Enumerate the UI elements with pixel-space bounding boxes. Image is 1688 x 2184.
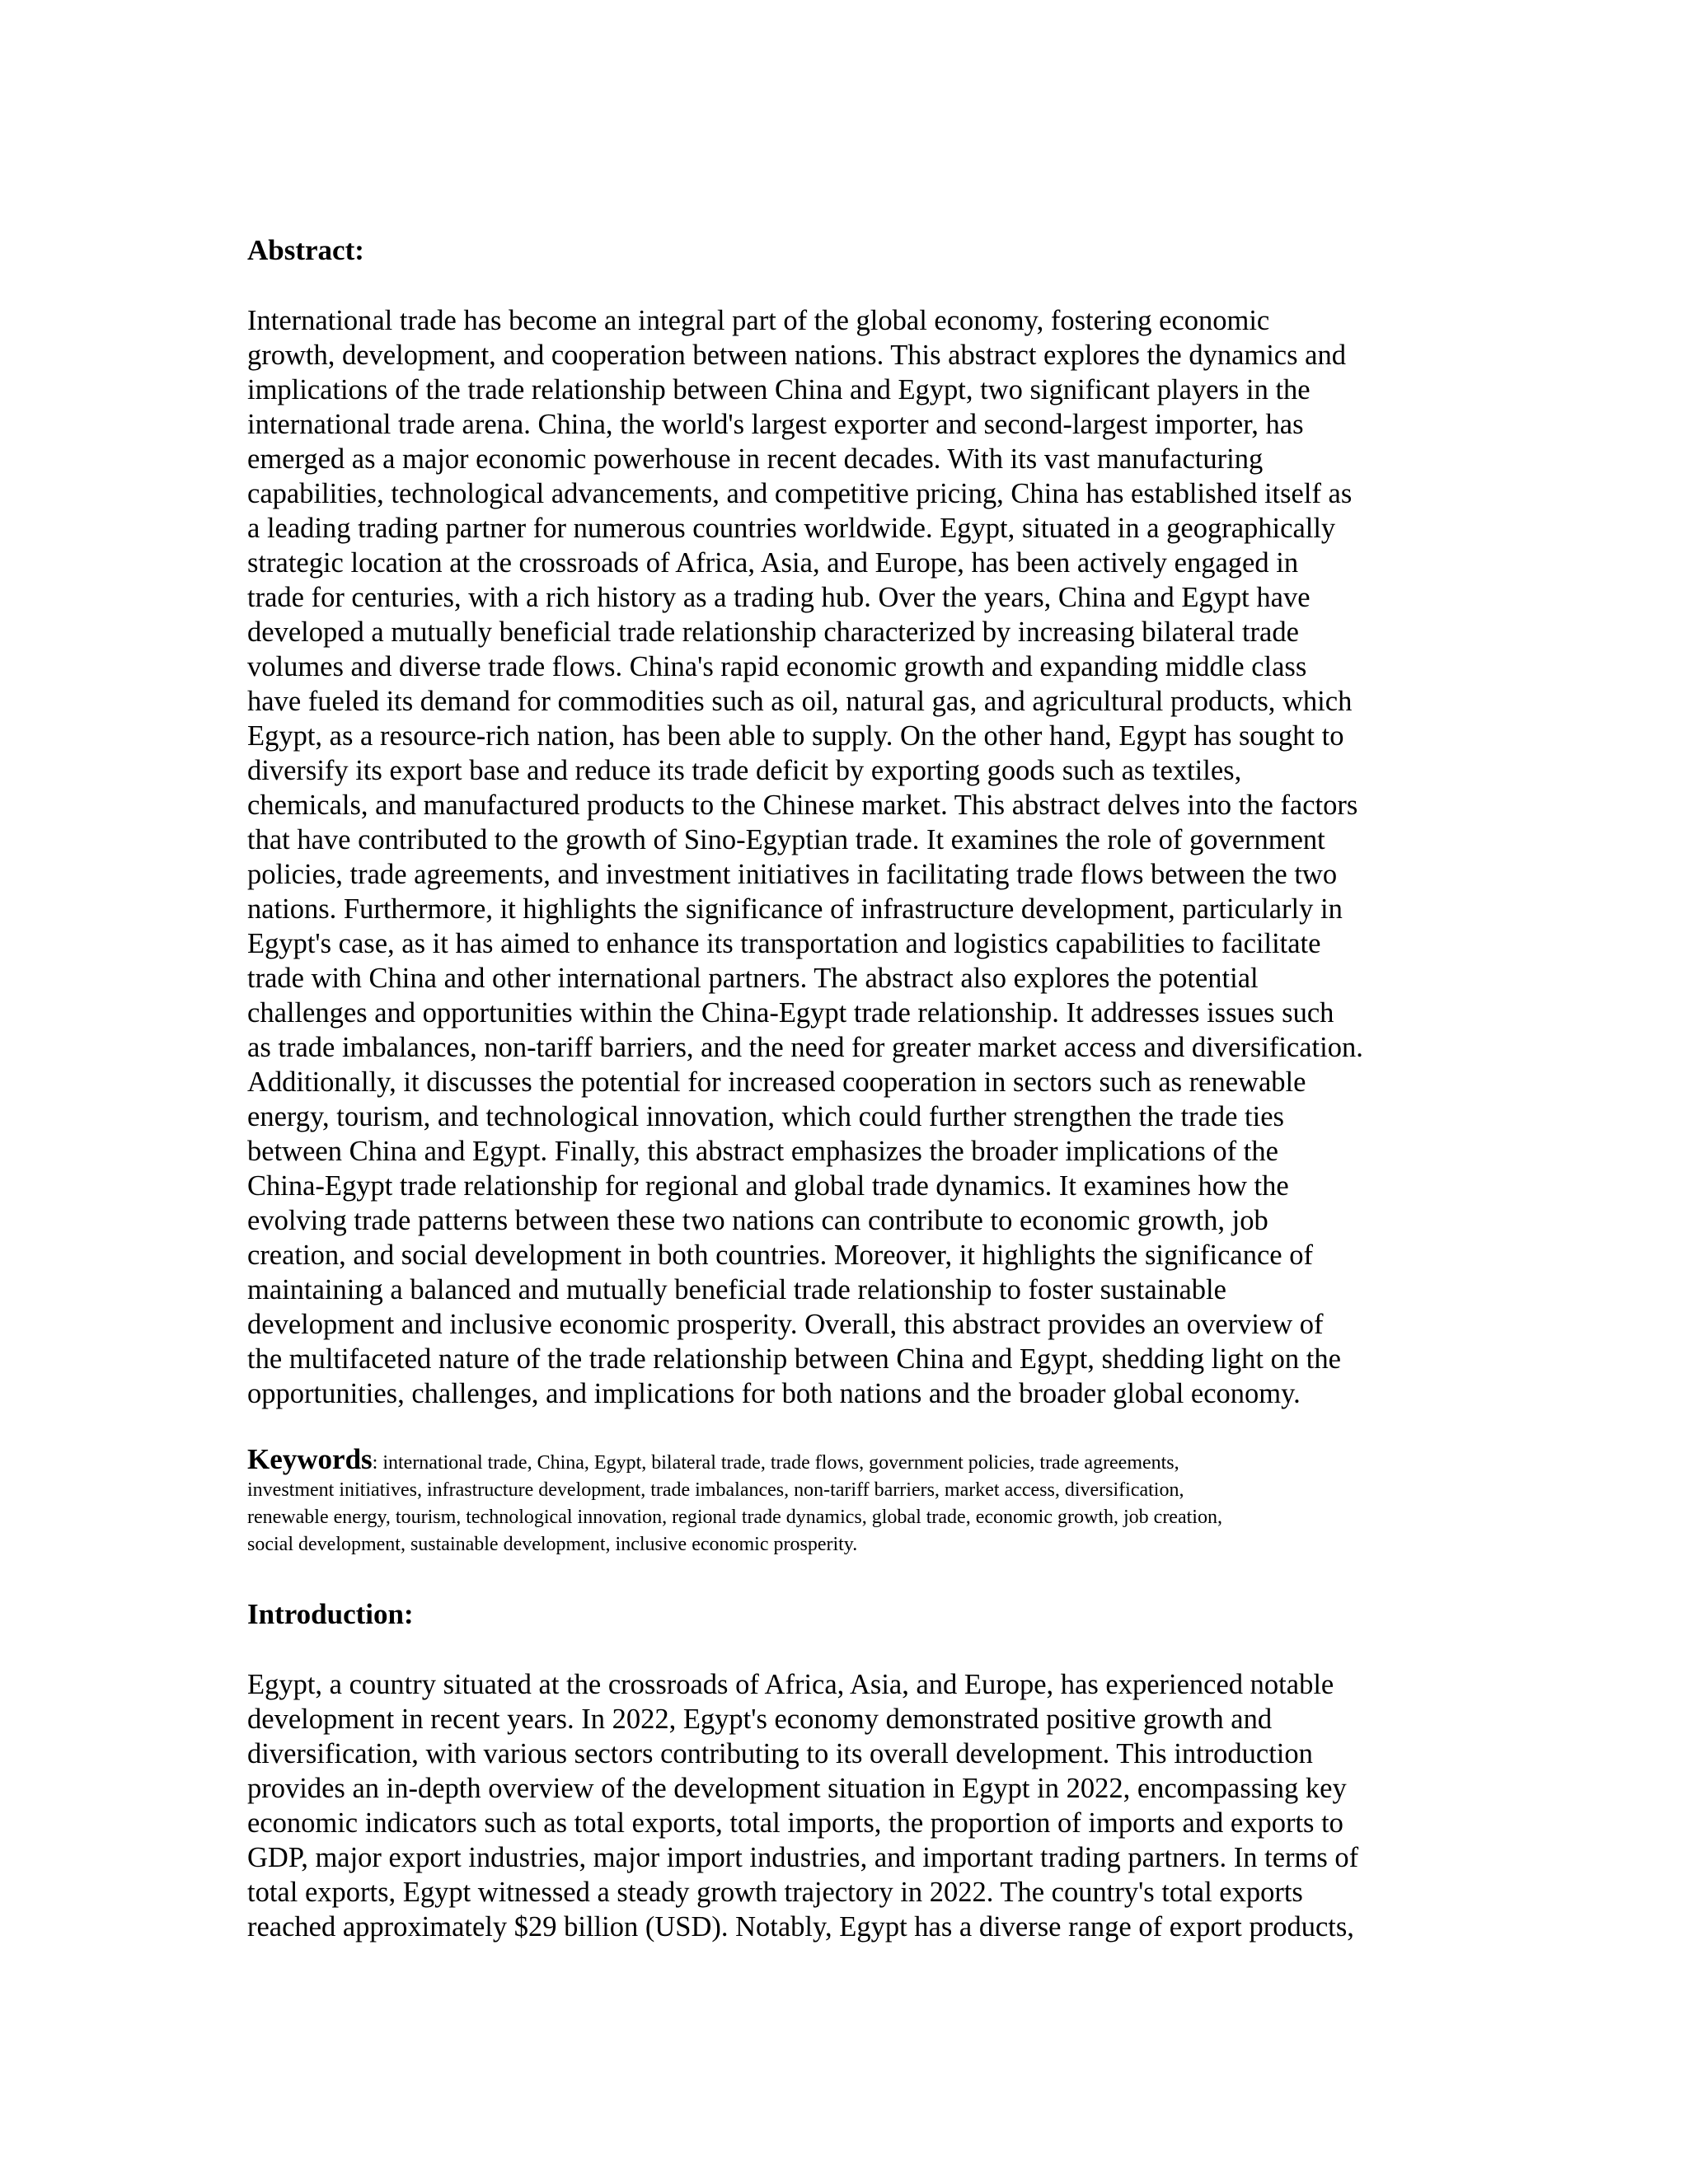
abstract-line: between China and Egypt. Finally, this abstract emphasizes the broader implications of the — [247, 1136, 1278, 1167]
abstract-line: China-Egypt trade relationship for regional and global trade dynamics. It examines how the — [247, 1170, 1289, 1202]
introduction-line: development in recent years. In 2022, Egypt's economy demonstrated positive growth and — [247, 1704, 1273, 1735]
abstract-line: chemicals, and manufactured products to the Chinese market. This abstract delves into the factors — [247, 790, 1358, 821]
introduction-line: provides an in-depth overview of the development situation in Egypt in 2022, encompassing key — [247, 1773, 1347, 1804]
abstract-line: as trade imbalances, non-tariff barriers, and the need for greater market access and diversification. — [247, 1032, 1363, 1063]
abstract-line: international trade arena. China, the world's largest exporter and second-largest importer, has — [247, 409, 1304, 440]
introduction-line: diversification, with various sectors contributing to its overall development. This introduction — [247, 1738, 1313, 1769]
abstract-line: have fueled its demand for commodities such as oil, natural gas, and agricultural products, which — [247, 686, 1353, 717]
introduction-line: total exports, Egypt witnessed a steady growth trajectory in 2022. The country's total exports — [247, 1877, 1303, 1908]
abstract-line: creation, and social development in both countries. Moreover, it highlights the significance of — [247, 1240, 1313, 1271]
abstract-line: evolving trade patterns between these two nations can contribute to economic growth, job — [247, 1205, 1268, 1236]
introduction-heading: Introduction: — [247, 1598, 414, 1630]
keywords-separator: : — [372, 1452, 378, 1474]
keywords-line: investment initiatives, infrastructure development, trade imbalances, non-tariff barriers, market access, diversification, — [247, 1479, 1184, 1501]
introduction-paragraph — [247, 1667, 1451, 1944]
introduction-line: GDP, major export industries, major import industries, and important trading partners. In terms of — [247, 1842, 1359, 1873]
abstract-line: a leading trading partner for numerous countries worldwide. Egypt, situated in a geographically — [247, 513, 1336, 544]
abstract-line: policies, trade agreements, and investment initiatives in facilitating trade flows between the two — [247, 859, 1338, 890]
abstract-line: challenges and opportunities within the China-Egypt trade relationship. It addresses issues such — [247, 997, 1334, 1029]
abstract-line: Egypt's case, as it has aimed to enhance its transportation and logistics capabilities to facilitate — [247, 928, 1321, 959]
abstract-line: development and inclusive economic prosperity. Overall, this abstract provides an overview of — [247, 1309, 1324, 1340]
keywords-line: renewable energy, tourism, technological innovation, regional trade dynamics, global trade, economic growth, job creation, — [247, 1507, 1222, 1528]
abstract-line: Egypt, as a resource-rich nation, has been able to supply. On the other hand, Egypt has sought to — [247, 720, 1344, 752]
keywords-line — [247, 1443, 1451, 1477]
abstract-line: International trade has become an integral part of the global economy, fostering economic — [247, 305, 1270, 336]
abstract-line: growth, development, and cooperation between nations. This abstract explores the dynamics and — [247, 340, 1346, 371]
keywords-line: social development, sustainable development, inclusive economic prosperity. — [247, 1534, 858, 1555]
abstract-heading: Abstract: — [247, 234, 364, 266]
abstract-line: emerged as a major economic powerhouse in recent decades. With its vast manufacturing — [247, 443, 1264, 475]
abstract-line: opportunities, challenges, and implications for both nations and the broader global economy. — [247, 1378, 1301, 1409]
abstract-line: strategic location at the crossroads of Africa, Asia, and Europe, has been actively engaged in — [247, 547, 1299, 579]
abstract-line: that have contributed to the growth of Sino-Egyptian trade. It examines the role of government — [247, 824, 1325, 855]
abstract-line: diversify its export base and reduce its trade deficit by exporting goods such as textiles, — [247, 755, 1242, 786]
abstract-line: nations. Furthermore, it highlights the significance of infrastructure development, particularly in — [247, 893, 1343, 925]
abstract-line: capabilities, technological advancements, and competitive pricing, China has established itself as — [247, 478, 1353, 509]
abstract-line: energy, tourism, and technological innovation, which could further strengthen the trade ties — [247, 1101, 1284, 1132]
abstract-line: trade for centuries, with a rich history as a trading hub. Over the years, China and Egypt have — [247, 582, 1311, 613]
keywords-block — [247, 1443, 1451, 1558]
abstract-line: implications of the trade relationship between China and Egypt, two significant players in the — [247, 374, 1311, 405]
keywords-text: international trade, China, Egypt, bilateral trade, trade flows, government policies, trade agreements, — [377, 1452, 1179, 1474]
abstract-paragraph — [247, 303, 1451, 1411]
abstract-line: developed a mutually beneficial trade relationship characterized by increasing bilateral trade — [247, 616, 1299, 648]
abstract-line: maintaining a balanced and mutually beneficial trade relationship to foster sustainable — [247, 1274, 1226, 1305]
introduction-line: economic indicators such as total exports, total imports, the proportion of imports and exports to — [247, 1807, 1343, 1839]
keywords-label: Keywords — [247, 1443, 373, 1475]
abstract-line: volumes and diverse trade flows. China's rapid economic growth and expanding middle class — [247, 651, 1307, 682]
introduction-line: Egypt, a country situated at the crossroads of Africa, Asia, and Europe, has experienced notable — [247, 1669, 1334, 1700]
abstract-line: the multifaceted nature of the trade relationship between China and Egypt, shedding light on the — [247, 1343, 1341, 1375]
introduction-line: reached approximately $29 billion (USD). Notably, Egypt has a diverse range of export products, — [247, 1911, 1354, 1943]
abstract-line: trade with China and other international partners. The abstract also explores the potential — [247, 963, 1259, 994]
abstract-line: Additionally, it discusses the potential for increased cooperation in sectors such as renewable — [247, 1066, 1306, 1098]
